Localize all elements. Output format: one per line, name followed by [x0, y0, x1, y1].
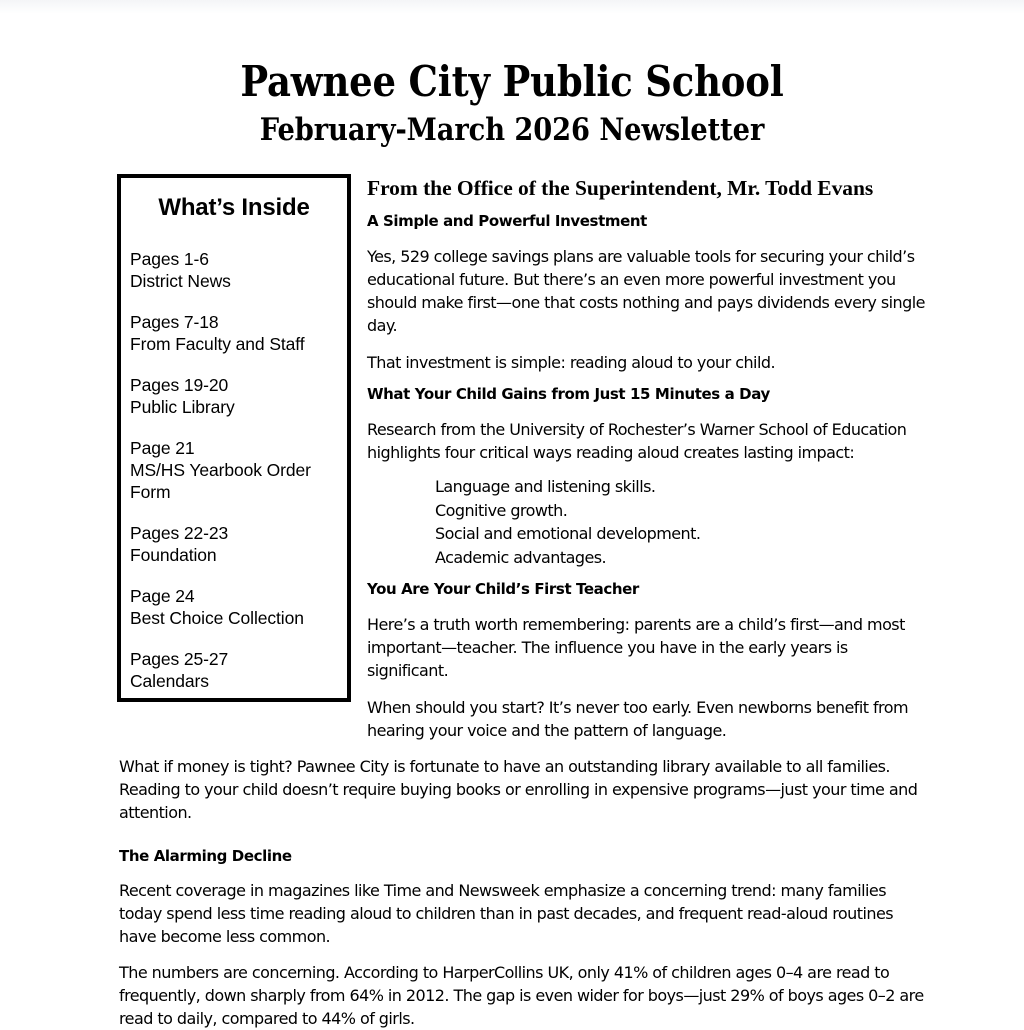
benefits-list [367, 475, 927, 569]
toc-description: Calendars [130, 671, 209, 691]
masthead [0, 0, 1024, 150]
superintendent-article [367, 174, 927, 742]
section-heading-a-simple-and-powerful-investment: A Simple and Powerful Investment [367, 212, 647, 230]
paragraph: What if money is tight? Pawnee City is fortunate to have an outstanding library available to all families. Reading to your child doesn’t require buying books or enrolling in expensive programs—just your time and attention. [119, 757, 918, 822]
paragraph: The numbers are concerning. According to HarperCollins UK, only 41% of children ages 0–4 are read to frequently, down sharply from 64% in 2012. The gap is even wider for boys—just 29% of boys ages 0–2 are read to daily, compared to 44% of girls. [119, 963, 924, 1028]
whats-inside-box [117, 174, 351, 702]
toc-pages: Pages 7-18 [130, 312, 219, 332]
paragraph: Yes, 529 college savings plans are valuable tools for securing your child’s educational future. But there’s an even more powerful investment you should make first—one that costs nothing and pays dividends every single day. [367, 247, 925, 335]
toc-pages: Page 24 [130, 586, 195, 606]
list-item: Social and emotional development. [435, 524, 701, 543]
toc-description: MS/HS Yearbook Order Form [130, 460, 311, 502]
paragraph: Recent coverage in magazines like Time and Newsweek emphasize a concerning trend: many families today spend less time reading aloud to children than in past decades, and frequent read-aloud routines have become less common. [119, 881, 894, 946]
paragraph: Research from the University of Rochester’s Warner School of Education highlights four critical ways reading aloud creates lasting impact: [367, 420, 907, 462]
list-item: Academic advantages. [435, 547, 607, 567]
toc-description: Foundation [130, 545, 217, 565]
list-item[interactable] [121, 374, 347, 418]
section-heading-what-your-child-gains: What Your Child Gains from Just 15 Minutes a Day [367, 385, 770, 403]
two-column-region [0, 174, 1024, 740]
paragraph: When should you start? It’s never too early. Even newborns benefit from hearing your voice and the pattern of language. [367, 698, 909, 740]
list-item[interactable] [121, 437, 347, 503]
toc-description: District News [130, 271, 231, 291]
article-headline: From the Office of the Superintendent, Mr. Todd Evans [367, 176, 874, 200]
list-item[interactable] [121, 248, 347, 292]
table-of-contents-list [121, 248, 347, 692]
list-item[interactable] [121, 585, 347, 629]
list-item[interactable] [121, 648, 347, 692]
toc-pages: Page 21 [130, 438, 195, 458]
list-item[interactable] [121, 522, 347, 566]
whats-inside-title: What’s Inside [158, 194, 310, 221]
page-title: Pawnee City Public School [240, 57, 784, 106]
paragraph: Here’s a truth worth remembering: parents are a child’s first—and most important—teacher. The influence you have in the early years is significant. [367, 615, 905, 680]
list-item[interactable] [121, 311, 347, 355]
toc-pages: Pages 25-27 [130, 649, 229, 669]
list-item: Cognitive growth. [435, 500, 568, 520]
article-continuation [119, 755, 924, 1030]
toc-description: Public Library [130, 397, 235, 417]
toc-pages: Pages 1-6 [130, 249, 209, 269]
toc-pages: Pages 22-23 [130, 523, 229, 543]
section-heading-the-alarming-decline: The Alarming Decline [119, 847, 292, 865]
toc-description: Best Choice Collection [130, 608, 304, 628]
toc-description: From Faculty and Staff [130, 334, 305, 354]
issue-subtitle: February-March 2026 Newsletter [259, 112, 765, 148]
toc-pages: Pages 19-20 [130, 375, 229, 395]
section-heading-you-are-your-childs-first-teacher: You Are Your Child’s First Teacher [367, 580, 639, 598]
list-item: Language and listening skills. [435, 477, 656, 496]
paragraph: That investment is simple: reading aloud to your child. [367, 353, 775, 372]
